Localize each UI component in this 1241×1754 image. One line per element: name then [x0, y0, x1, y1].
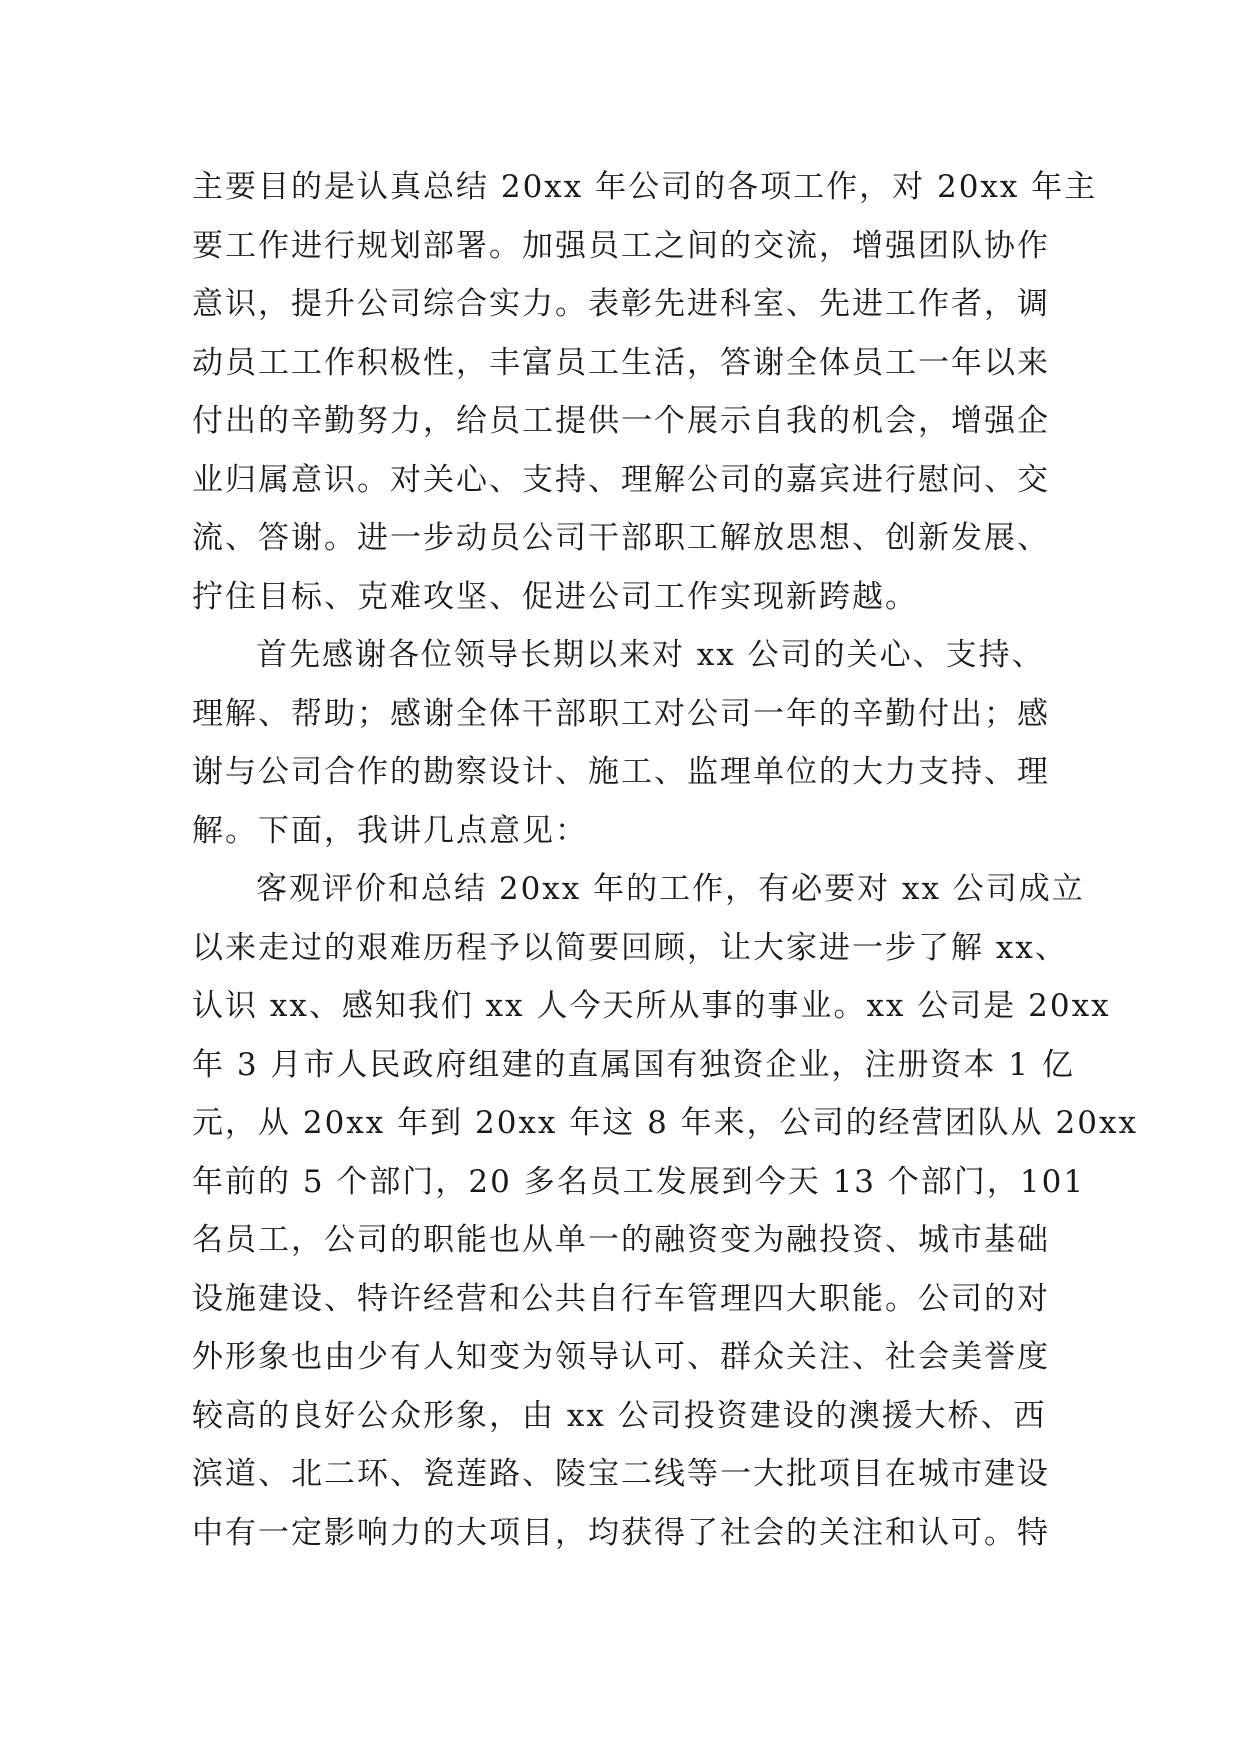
text-line: 年 3 月市人民政府组建的直属国有独资企业，注册资本 1 亿	[192, 1046, 1075, 1083]
text-line: 首先感谢各位领导长期以来对 xx 公司的关心、支持、	[256, 637, 1045, 673]
text-line: 解。下面，我讲几点意见：	[192, 812, 588, 849]
paragraph-1	[192, 158, 1098, 626]
text-line: 动员工工作积极性，丰富员工生活，答谢全体员工一年以来	[192, 344, 1050, 381]
text-line: 要工作进行规划部署。加强员工之间的交流，增强团队协作	[192, 227, 1050, 264]
text-line: 元，从 20xx 年到 20xx 年这 8 年来，公司的经营团队从 20xx	[192, 1105, 1138, 1141]
text-line: 年前的 5 个部门，20 多名员工发展到今天 13 个部门，101	[192, 1163, 1086, 1200]
text-line: 客观评价和总结 20xx 年的工作，有必要对 xx 公司成立	[256, 871, 1085, 907]
text-line: 拧住目标、克难攻坚、促进公司工作实现新跨越。	[192, 578, 918, 615]
text-line: 业归属意识。对关心、支持、理解公司的嘉宾进行慰问、交	[192, 461, 1050, 498]
text-line: 以来走过的艰难历程予以简要回顾，让大家进一步了解 xx、	[192, 929, 1068, 966]
text-line: 流、答谢。进一步动员公司干部职工解放思想、创新发展、	[192, 520, 1050, 556]
body-text	[192, 158, 1138, 1562]
text-line: 外形象也由少有人知变为领导认可、群众关注、社会美誉度	[192, 1339, 1050, 1375]
text-line: 中有一定影响力的大项目，均获得了社会的关注和认可。特	[192, 1514, 1050, 1551]
text-line: 谢与公司合作的勘察设计、施工、监理单位的大力支持、理	[192, 754, 1050, 790]
text-line: 滨道、北二环、瓷莲路、陵宝二线等一大批项目在城市建设	[192, 1456, 1050, 1492]
text-line: 理解、帮助；感谢全体干部职工对公司一年的辛勤付出；感	[192, 695, 1050, 732]
text-line: 较高的良好公众形象，由 xx 公司投资建设的澳援大桥、西	[192, 1397, 1047, 1434]
text-line: 意识，提升公司综合实力。表彰先进科室、先进工作者，调	[192, 286, 1050, 322]
text-line: 认识 xx、感知我们 xx 人今天所从事的事业。xx 公司是 20xx	[192, 988, 1111, 1024]
text-line: 设施建设、特许经营和公共自行车管理四大职能。公司的对	[192, 1280, 1050, 1317]
text-line: 付出的辛勤努力，给员工提供一个展示自我的机会，增强企	[192, 403, 1050, 439]
paragraph-2	[192, 626, 1072, 860]
text-line: 主要目的是认真总结 20xx 年公司的各项工作，对 20xx 年主	[192, 169, 1098, 205]
text-line: 名员工，公司的职能也从单一的融资变为融投资、城市基础	[192, 1222, 1050, 1258]
paragraph-3	[192, 860, 1138, 1562]
